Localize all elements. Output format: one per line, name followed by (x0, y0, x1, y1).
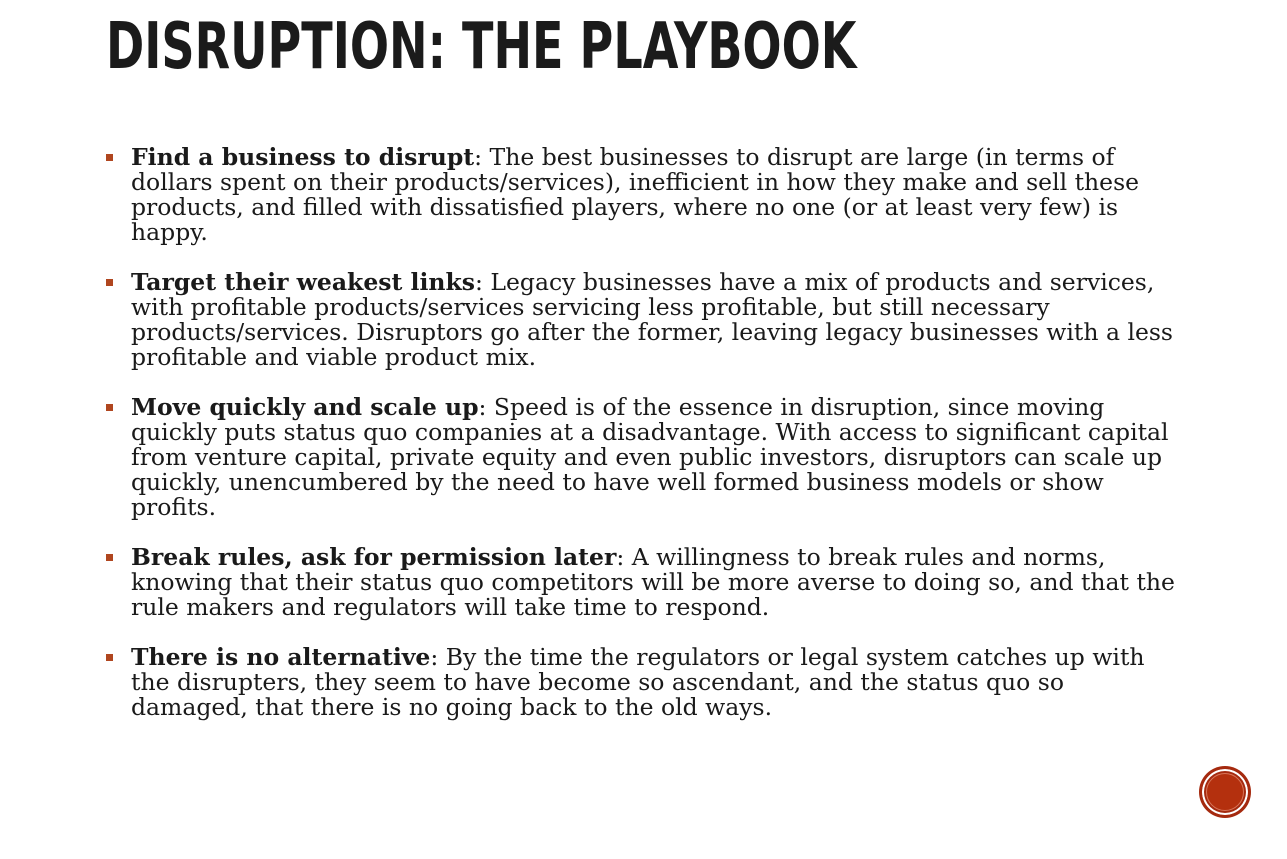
square-bullet-icon (106, 279, 113, 286)
bullet-item (104, 395, 1184, 520)
square-bullet-icon (106, 154, 113, 161)
slide-title: DISRUPTION: THE PLAYBOOK (106, 10, 857, 84)
circle-button-icon[interactable] (1200, 767, 1250, 817)
bullet-item (104, 545, 1184, 620)
circle-button-inner (1206, 773, 1244, 811)
bullet-text: : The best businesses to disrupt are large (in terms of dollars spent on their products/services), inefficient in how they make and sell these products, and filled with dissatisfied players, where no one (or at least very few) is happy. (131, 143, 1140, 246)
bullet-list (104, 145, 1184, 745)
square-bullet-icon (106, 554, 113, 561)
bullet-text: : Legacy businesses have a mix of products and services, with profitable products/services servicing less profitable, but still necessary products/services. Disruptors go after the former, leaving legacy businesses with a less profitable and viable product mix. (131, 268, 1173, 371)
square-bullet-icon (106, 654, 113, 661)
bullet-item (104, 145, 1184, 245)
bullet-text: : By the time the regulators or legal system catches up with the disrupters, they seem to have become so ascendant, and the status quo so damaged, that there is no going back to the old ways. (131, 643, 1145, 721)
bullet-item (104, 645, 1184, 720)
bullet-lead: Break rules, ask for permission later (131, 543, 617, 571)
bullet-lead: Move quickly and scale up (131, 393, 479, 421)
bullet-text: : Speed is of the essence in disruption, since moving quickly puts status quo companies at a disadvantage. With access to significant capital from venture capital, private equity and even public investors, disruptors can scale up quickly, unencumbered by the need to have well formed business models or show profits. (131, 393, 1169, 521)
bullet-lead: There is no alternative (131, 643, 431, 671)
bullet-item (104, 270, 1184, 370)
square-bullet-icon (106, 404, 113, 411)
bullet-lead: Target their weakest links (131, 268, 476, 296)
bullet-lead: Find a business to disrupt (131, 143, 475, 171)
bullet-text: : A willingness to break rules and norms, knowing that their status quo competitors will be more averse to doing so, and that the rule makers and regulators will take time to respond. (131, 543, 1175, 621)
